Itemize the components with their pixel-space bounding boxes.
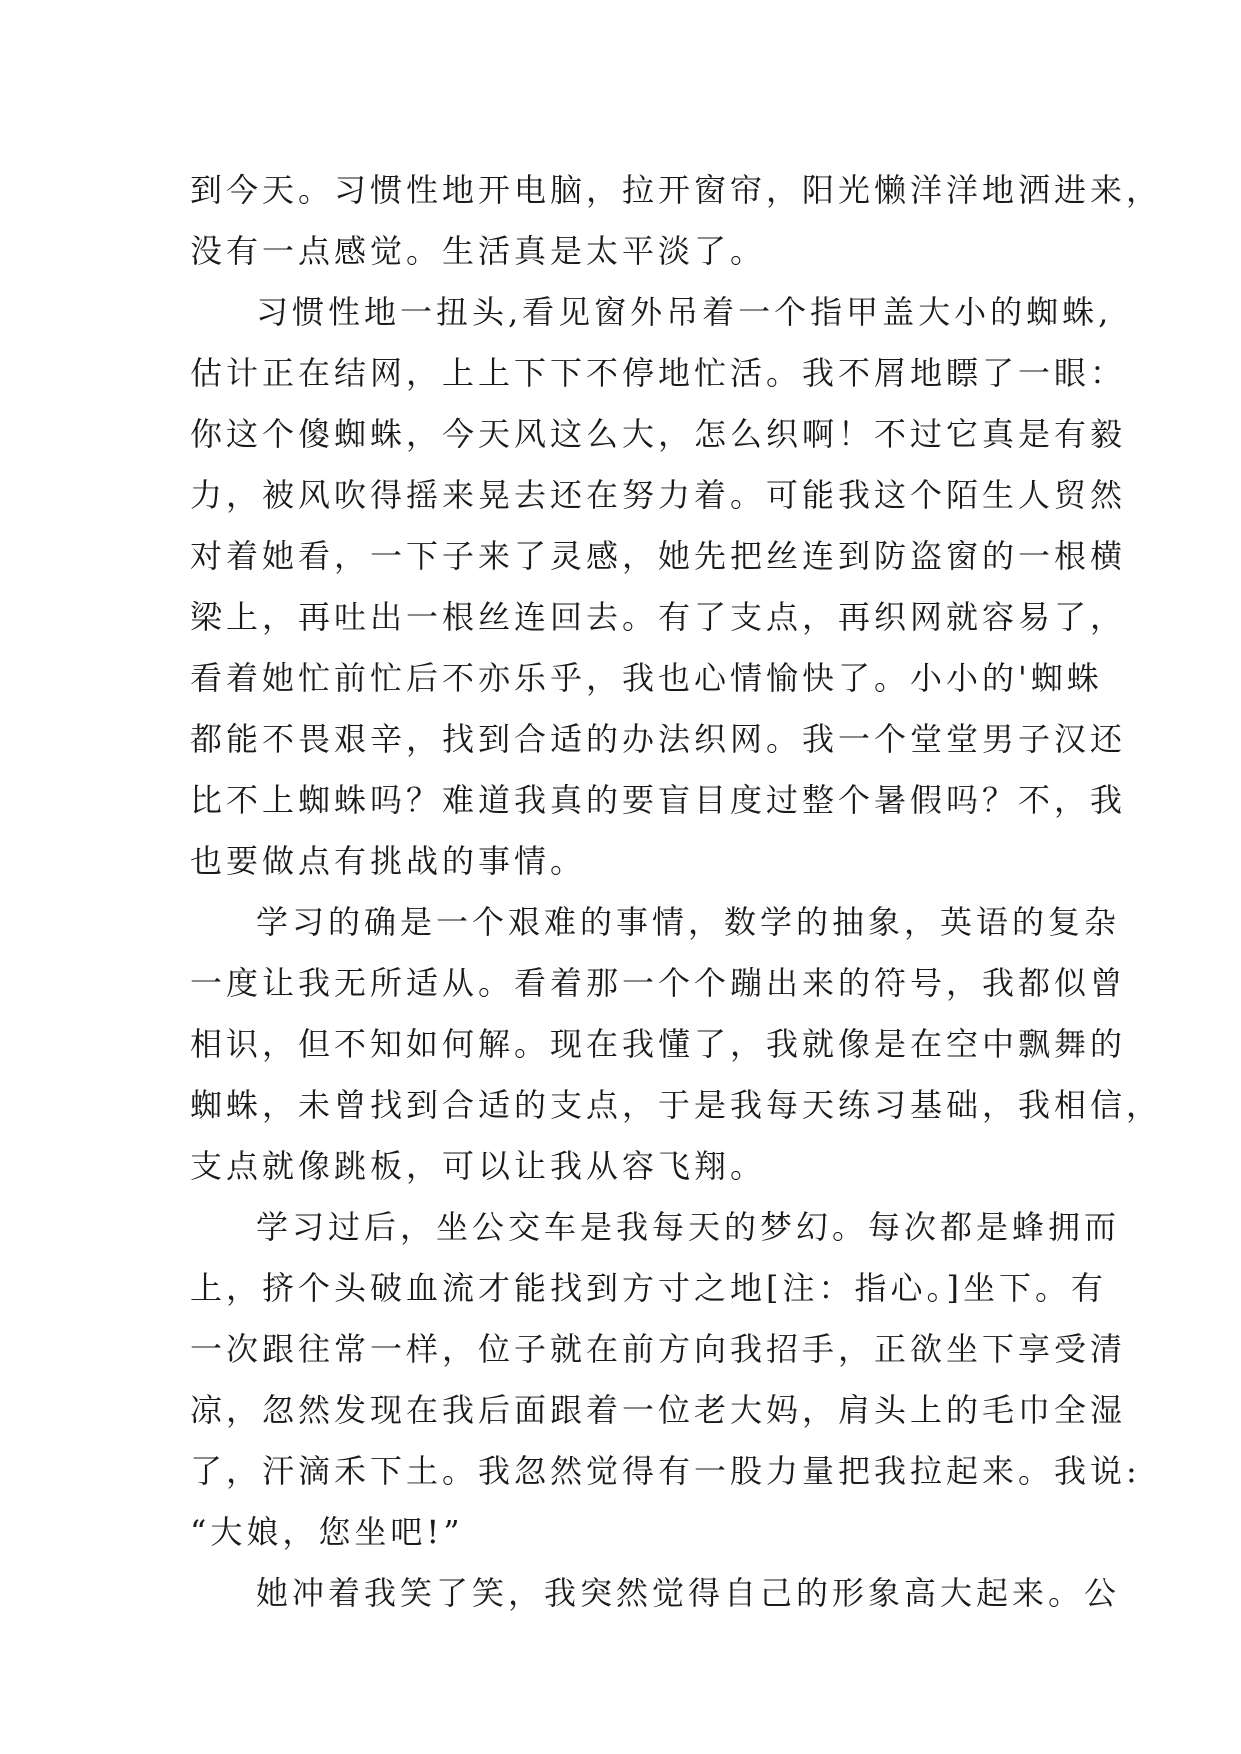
text-line: 都能不畏艰辛，找到合适的办法织网。我一个堂堂男子汉还 [190,720,1127,758]
text-line: 了，汗滴禾下土。我忽然觉得有一股力量把我拉起来。我说: [190,1452,1141,1490]
text-line: 到今天。习惯性地开电脑，拉开窗帘，阳光懒洋洋地洒进来， [190,171,1163,209]
text-line: 没有一点感觉。生活真是太平淡了。 [190,232,767,270]
text-line: 估计正在结网，上上下下不停地忙活。我不屑地瞟了一眼： [190,354,1127,392]
text-line: 也要做点有挑战的事情。 [190,842,587,880]
text-line: 她冲着我笑了笑，我突然觉得自己的形象高大起来。公 [256,1574,1121,1612]
paragraph [190,1197,1141,1563]
paragraph [190,892,1163,1197]
text-line: 学习过后，坐公交车是我每天的梦幻。每次都是蜂拥而 [256,1208,1121,1246]
text-line: 支点就像跳板，可以让我从容飞翔。 [190,1147,767,1185]
paragraph [190,160,1163,282]
text-line: 你这个傻蜘蛛，今天风这么大，怎么织啊！不过它真是有毅 [190,415,1127,453]
essay-body [190,160,1163,1624]
text-line: 一次跟往常一样，位子就在前方向我招手，正欲坐下享受清 [190,1330,1127,1368]
text-line: 相识，但不知如何解。现在我懂了，我就像是在空中飘舞的 [190,1025,1127,1063]
text-line: 上，挤个头破血流才能找到方寸之地[注：指心。]坐下。有 [190,1269,1107,1307]
paragraph [190,282,1127,892]
text-line: 一度让我无所适从。看着那一个个蹦出来的符号，我都似曾 [190,964,1127,1002]
paragraph [190,1563,1121,1624]
text-line: 梁上，再吐出一根丝连回去。有了支点，再织网就容易了， [190,598,1127,636]
text-line: 力，被风吹得摇来晃去还在努力着。可能我这个陌生人贸然 [190,476,1127,514]
text-line: 习惯性地一扭头,看见窗外吊着一个指甲盖大小的蜘蛛, [256,293,1113,331]
text-line: “大娘，您坐吧!” [190,1513,464,1551]
text-line: 比不上蜘蛛吗？难道我真的要盲目度过整个暑假吗？不，我 [190,781,1127,819]
text-line: 蜘蛛，未曾找到合适的支点，于是我每天练习基础，我相信， [190,1086,1163,1124]
text-line: 看着她忙前忙后不亦乐乎，我也心情愉快了。小小的'蜘蛛 [190,659,1103,697]
text-line: 凉，忽然发现在我后面跟着一位老大妈，肩头上的毛巾全湿 [190,1391,1127,1429]
text-line: 对着她看，一下子来了灵感，她先把丝连到防盗窗的一根横 [190,537,1127,575]
text-line: 学习的确是一个艰难的事情，数学的抽象，英语的复杂 [256,903,1121,941]
